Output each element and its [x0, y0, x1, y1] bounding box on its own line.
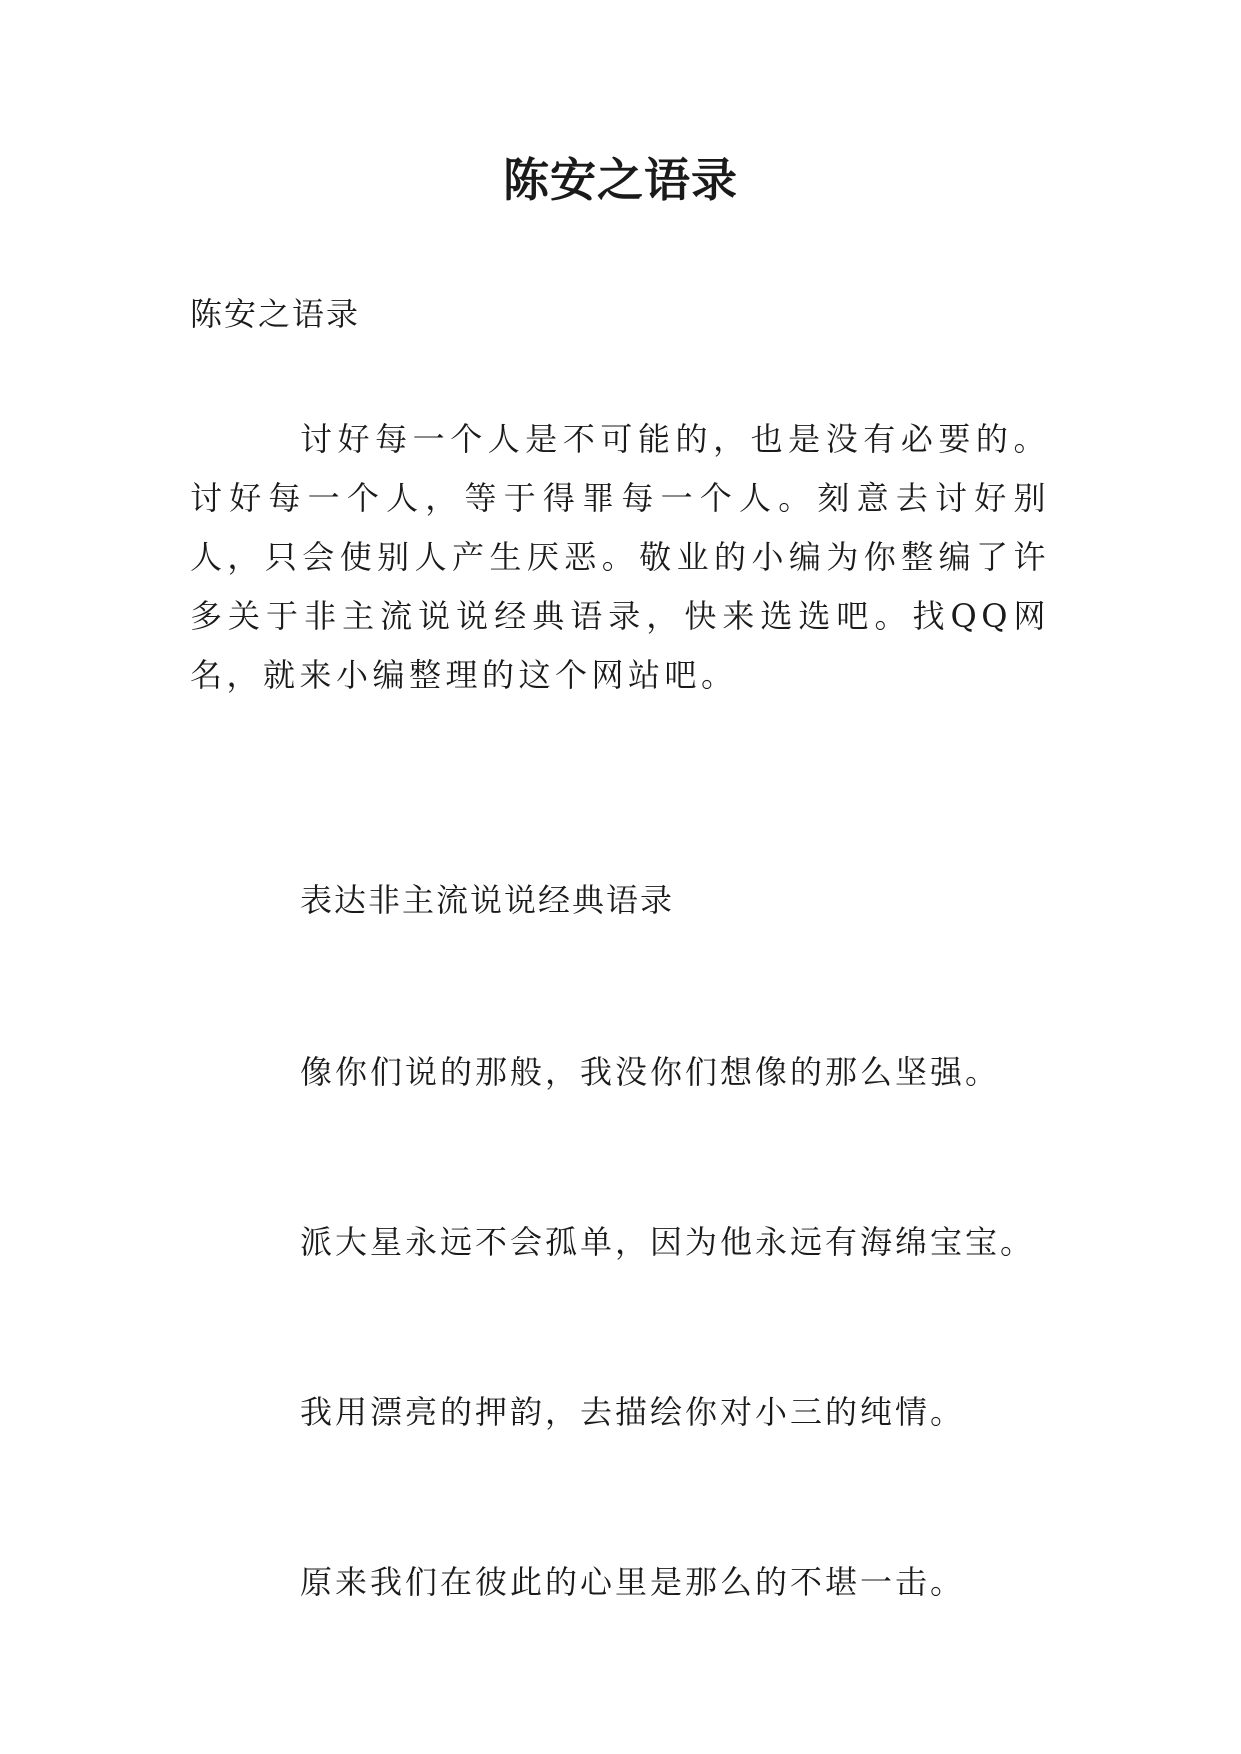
document-title: 陈安之语录	[503, 153, 738, 207]
quote-line: 派大星永远不会孤单，因为他永远有海绵宝宝。	[300, 1223, 1036, 1261]
section-heading: 表达非主流说说经典语录	[300, 881, 675, 919]
intro-paragraph: 讨好每一个人是不可能的，也是没有必要的。讨好每一个人，等于得罪每一个人。刻意去讨好别人，只会使别人产生厌恶。敬业的小编为你整编了许多关于非主流说说经典语录，快来选选吧。找QQ网名，就来小编整理的这个网站吧。	[190, 420, 1050, 694]
quote-line: 我用漂亮的押韵，去描绘你对小三的纯情。	[300, 1393, 966, 1431]
document-subtitle: 陈安之语录	[190, 295, 361, 333]
quote-line: 原来我们在彼此的心里是那么的不堪一击。	[300, 1563, 966, 1601]
quote-line: 像你们说的那般，我没你们想像的那么坚强。	[300, 1053, 1001, 1091]
